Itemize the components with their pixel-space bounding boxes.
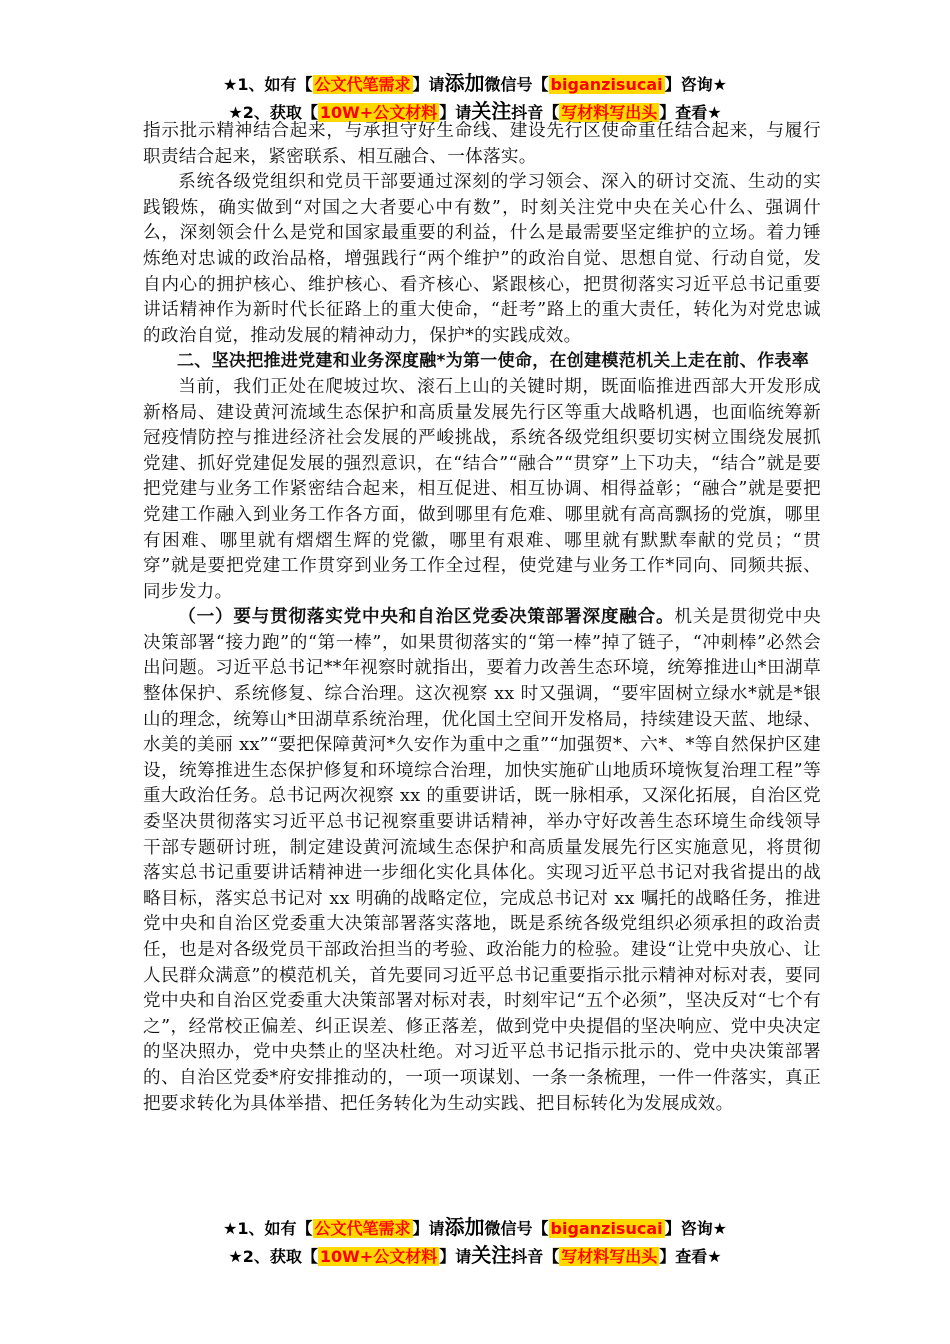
paragraph-4 bbox=[143, 605, 821, 1117]
promo-banner-top bbox=[0, 70, 950, 126]
highlight-wechat-id: biganzisucai bbox=[550, 75, 663, 94]
paragraph-2: 系统各级党组织和党员干部要通过深刻的学习领会、深入的研讨交流、生动的实践锻炼，确实做到“对国之大者要心中有数”，时刻关注党中央在关心什么、强调什么，深刻领会什么是党和国家最重要的利益，什么是最需要坚定维护的立场。着力锤炼绝对忠诚的政治品格，增强践行“两个维护”的政治自觉、思想自觉、行动自觉，发自内心的拥护核心、维护核心、看齐核心、紧跟核心，把贯彻落实习近平总书记重要讲话精神作为新时代长征路上的重大使命，“赶考”路上的重大责任，转化为对党忠诚的政治自觉，推动发展的精神动力，保护*的实践成效。 bbox=[143, 172, 821, 346]
document-body bbox=[143, 119, 821, 1117]
promo-banner-bottom bbox=[0, 1214, 950, 1270]
highlight-douyin-account: 写材料写出头 bbox=[561, 103, 658, 122]
promo-line-1: ★1、如有【 公文代笔需求 】请添加微信号【 biganzisucai 】咨询★ bbox=[223, 71, 727, 95]
highlight-writing-service: 公文代笔需求 bbox=[314, 75, 411, 94]
promo-line-2: ★2、获取【 10W+公文材料 】请关注抖音【 写材料写出头 】查看★ bbox=[228, 1243, 722, 1267]
paragraph-3: 当前，我们正处在爬坡过坎、滚石上山的关键时期，既面临推进西部大开发形成新格局、建设黄河流域生态保护和高质量发展先行区等重大战略机遇，也面临统筹新冠疫情防控与推进经济社会发展的严峻挑战，系统各级党组织要切实树立围绕发展抓党建、抓好党建促发展的强烈意识，在“结合”“融合”“贯穿”上下功夫，“结合”就是要把党建与业务工作紧密结合起来，相互促进、相互协调、相得益彰；“融合”就是要把党建工作融入到业务工作各方面，做到哪里有危难、哪里就有高高飘扬的党旗，哪里有困难、哪里就有熠熠生辉的党徽，哪里有艰难、哪里就有默默奉献的党员；“贯穿”就是要把党建工作贯穿到业务工作全过程，使党建与业务工作*同向、同频共振、同步发力。 bbox=[143, 376, 821, 602]
paragraph-4-body: 机关是贯彻党中央决策部署“接力跑”的“第一棒”，如果贯彻落实的“第一棒”掉了链子，“冲刺棒”必然会出问题。习近平总书记**年视察时就指出，要着力改善生态环境，统筹推进山*田湖草整体保护、系统修复、综合治理。这次视察 xx 时又强调，“要牢固树立绿水*就是*银山的理念，统筹山*田湖草系统治理，优化国土空间开发格局，持续建设天蓝、地绿、水美的美丽 xx”“要把保障黄河*久安作为重中之重”“加强贺*、六*、*等自然保护区建设，统筹推进生态保护修复和环境综合治理，加快实施矿山地质环境恢复治理工程”等重大政治任务。总书记两次视察 xx 的重要讲话，既一脉相承，又深化拓展，自治区党委坚决贯彻落实习近平总书记视察重要讲话精神，举办守好改善生态环境生命线领导干部专题研讨班，制定建设黄河流域生态保护和高质量发展先行区实施意见，将贯彻落实总书记重要讲话精神进一步细化实化具体化。实现习近平总书记对我省提出的战略目标，落实总书记对 xx 明确的战略定位，完成总书记对 xx 嘱托的战略任务，推进党中央和自治区党委重大决策部署落实落地，既是系统各级党组织必须承担的政治责任，也是对各级党员干部政治担当的考验、政治能力的检验。建设“让党中央放心、让人民群众满意”的模范机关，首先要同习近平总书记重要指示批示精神对标对表，要同党中央和自治区党委重大决策部署对标对表，时刻牢记“五个必须”，坚决反对“七个有之”，经常校正偏差、纠正误差、修正落差，做到党中央提倡的坚决响应、党中央决定的坚决照办，党中央禁止的坚决杜绝。对习近平总书记指示批示的、党中央决策部署的、自治区党委*府安排推动的，一项一项谋划、一条一条梳理，一件一件落实，真正把要求转化为具体举措、把任务转化为生动实践、把目标转化为发展成效。 bbox=[143, 607, 821, 1114]
highlight-materials: 10W+公文材料 bbox=[319, 1247, 438, 1266]
section-heading-2: 二、坚决把推进党建和业务深度融*为第一使命，在创建模范机关上走在前、作表率 bbox=[177, 351, 809, 372]
highlight-writing-service: 公文代笔需求 bbox=[314, 1219, 411, 1238]
promo-line-1: ★1、如有【 公文代笔需求 】请添加微信号【 biganzisucai 】咨询★ bbox=[223, 1215, 727, 1239]
highlight-douyin-account: 写材料写出头 bbox=[561, 1247, 658, 1266]
highlight-wechat-id: biganzisucai bbox=[550, 1219, 663, 1238]
promo-line-2: ★2、获取【 10W+公文材料 】请关注抖音【 写材料写出头 】查看★ bbox=[228, 99, 722, 123]
paragraph-1: 指示批示精神结合起来，与承担守好生命线、建设先行区使命重任结合起来，与履行职责结合起来，紧密联系、相互融合、一体落实。 bbox=[143, 121, 821, 167]
highlight-materials: 10W+公文材料 bbox=[319, 103, 438, 122]
subsection-heading-1: （一）要与贯彻落实党中央和自治区党委决策部署深度融合。 bbox=[178, 607, 675, 628]
